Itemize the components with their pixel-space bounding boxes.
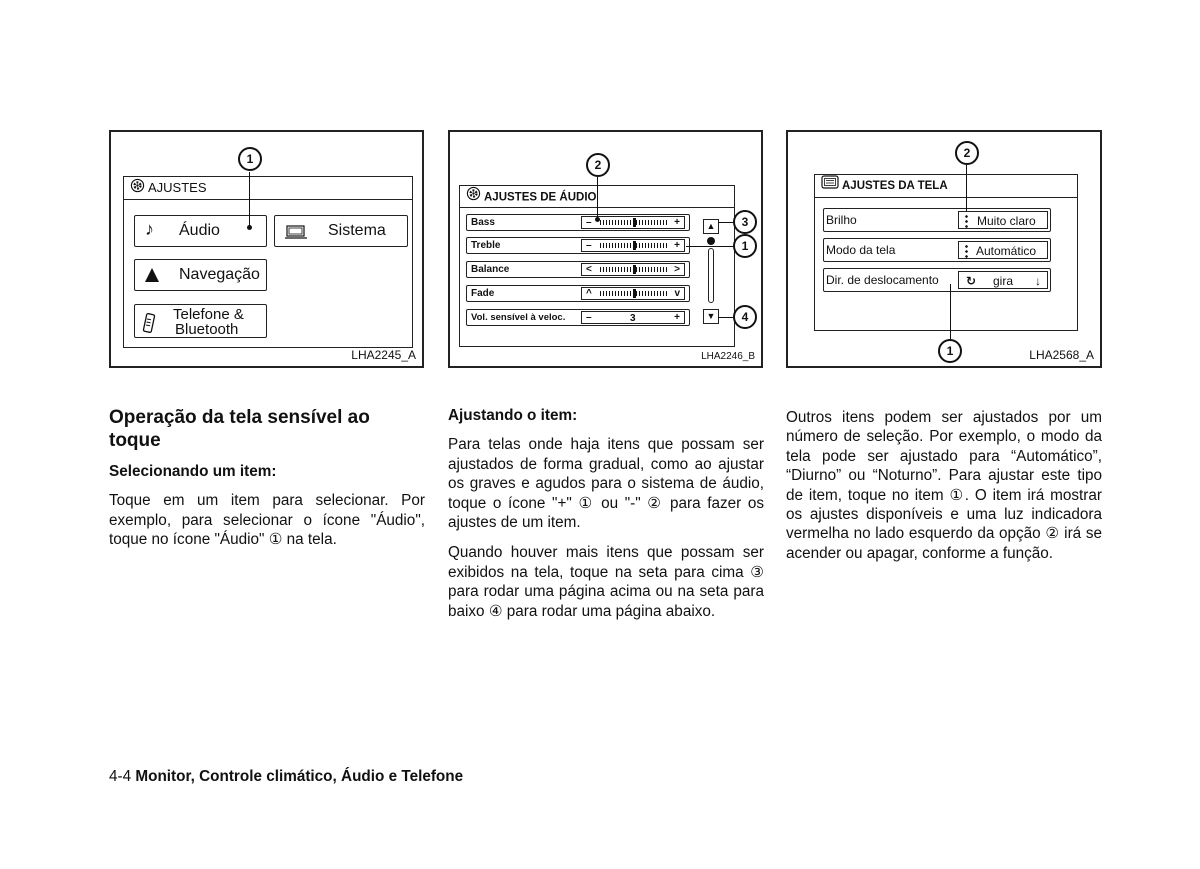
balance-slider[interactable] xyxy=(581,263,685,276)
figure-ajustes xyxy=(109,130,424,368)
telefone-bluetooth-button[interactable] xyxy=(134,304,267,338)
minus-icon[interactable]: – xyxy=(586,217,592,228)
dir-deslocamento-row[interactable] xyxy=(823,268,1051,292)
screen-title-text: AJUSTES DE ÁUDIO xyxy=(484,191,597,204)
dir-deslocamento-label: Dir. de deslocamento xyxy=(826,273,939,287)
fade-label: Fade xyxy=(471,288,495,299)
column-3 xyxy=(786,408,1102,574)
right-icon[interactable]: > xyxy=(674,264,680,275)
brilho-value-box[interactable] xyxy=(958,211,1048,229)
bass-row[interactable] xyxy=(466,214,690,231)
dir-deslocamento-value: gira xyxy=(993,274,1014,288)
vol-sensivel-row[interactable] xyxy=(466,309,690,326)
vol-sensivel-value: 3 xyxy=(630,313,636,324)
screen-title-text: AJUSTES DA TELA xyxy=(842,180,948,193)
vol-sensivel-stepper[interactable] xyxy=(581,311,685,324)
callout-dot xyxy=(247,225,252,230)
screen-title-text: AJUSTES xyxy=(148,180,207,195)
down-icon[interactable]: v xyxy=(674,288,680,299)
navegacao-button[interactable] xyxy=(134,259,267,291)
figure-code: LHA2246_B xyxy=(701,351,755,362)
subheading-ajustando: Ajustando o item: xyxy=(448,407,578,424)
callout-line xyxy=(966,165,967,211)
slider-knob[interactable] xyxy=(633,218,636,227)
brilho-value: Muito claro xyxy=(977,214,1036,228)
paragraph-selecionando: Toque em um item para selecionar. Por exemplo, para selecionar o ícone "Áudio", toque no ícone "Áudio" ① na tela. xyxy=(109,492,425,549)
sistema-label: Sistema xyxy=(328,222,386,239)
callout-2: 2 xyxy=(955,141,979,165)
paragraph-outros-itens: Outros itens podem ser ajustados por um número de seleção. Por exemplo, o modo da tela pode ser ajustado para “Automático”, “Diurno” ou “Noturno”. Para ajustar este tipo de item, toque no item ①. O item irá mostrar os ajustes disponíveis e uma luz indicadora vermelha no lado esquerdo da opção ② irá se acender ou apagar, conforme a função. xyxy=(786,409,1102,562)
figure-code: LHA2245_A xyxy=(351,348,416,362)
brilho-row[interactable] xyxy=(823,208,1051,232)
scroll-up-button[interactable]: ▲ xyxy=(703,219,719,234)
music-note-icon: ♪ xyxy=(145,219,154,239)
paragraph-ajustando-1: Para telas onde haja itens que possam ser ajustados de forma gradual, como ao ajustar os graves e agudos para o sistema de áudio, toque o ícone "+" ① ou "-" ② para fazer os ajustes de um item. xyxy=(448,436,764,532)
indicator-dots xyxy=(965,214,968,228)
page-number: 4-4 xyxy=(109,768,132,785)
telefone-label-line2: Bluetooth xyxy=(175,321,239,338)
callout-3: 3 xyxy=(733,210,757,234)
callout-1: 1 xyxy=(733,234,757,258)
slider-knob[interactable] xyxy=(633,265,636,274)
fade-row[interactable] xyxy=(466,285,690,302)
display-settings-icon xyxy=(821,175,839,197)
subheading-selecionando: Selecionando um item: xyxy=(109,463,277,480)
minus-icon[interactable]: – xyxy=(586,312,592,323)
navegacao-label: Navegação xyxy=(179,266,260,283)
callout-1: 1 xyxy=(938,339,962,363)
modo-tela-value-box[interactable] xyxy=(958,241,1048,259)
vol-sensivel-label: Vol. sensível à veloc. xyxy=(471,312,566,323)
audio-label: Áudio xyxy=(179,222,220,239)
callout-2: 2 xyxy=(586,153,610,177)
scrollbar-track[interactable] xyxy=(708,248,714,303)
dir-deslocamento-value-box[interactable] xyxy=(958,271,1048,289)
scroll-indicator xyxy=(707,237,715,245)
modo-tela-value: Automático xyxy=(976,244,1037,258)
column-1 xyxy=(109,400,425,561)
figure-ajustes-tela xyxy=(786,130,1102,368)
left-icon[interactable]: < xyxy=(586,264,592,275)
callout-line xyxy=(249,172,250,226)
treble-label: Treble xyxy=(471,240,501,251)
section-heading xyxy=(109,406,425,452)
chapter-title: Monitor, Controle climático, Áudio e Telefone xyxy=(135,768,464,785)
treble-slider[interactable] xyxy=(581,239,685,252)
minus-icon[interactable]: – xyxy=(586,240,592,251)
plus-icon[interactable]: + xyxy=(674,217,680,228)
gear-icon xyxy=(466,186,481,209)
callout-line xyxy=(718,222,734,223)
scroll-down-button[interactable]: ▼ xyxy=(703,309,719,324)
rotate-icon: ↻ xyxy=(966,274,977,288)
navigation-arrow-icon xyxy=(144,267,160,288)
gear-icon xyxy=(130,178,145,200)
callout-1: 1 xyxy=(238,147,262,171)
ajustes-screen xyxy=(123,176,413,348)
arrow-down-icon: ↓ xyxy=(1035,274,1041,288)
figure-code: LHA2568_A xyxy=(1029,348,1094,362)
phone-icon xyxy=(142,312,156,339)
plus-icon[interactable]: + xyxy=(674,240,680,251)
paragraph-ajustando-2: Quando houver mais itens que possam ser exibidos na tela, toque na seta para cima ③ para rodar uma página acima ou na seta para baixo ④ para rodar uma página abaixo. xyxy=(448,544,764,620)
callout-line xyxy=(686,246,734,247)
callout-line xyxy=(597,177,598,219)
slider-knob[interactable] xyxy=(633,241,636,250)
modo-tela-label: Modo da tela xyxy=(826,243,896,257)
modo-tela-row[interactable] xyxy=(823,238,1051,262)
bass-label: Bass xyxy=(471,217,495,228)
fade-slider[interactable] xyxy=(581,287,685,300)
page-footer xyxy=(109,768,463,786)
callout-dot xyxy=(595,217,600,222)
section-heading-line2: toque xyxy=(109,430,161,451)
callout-line xyxy=(950,284,951,340)
figure-ajustes-audio xyxy=(448,130,763,368)
audio-button[interactable] xyxy=(134,215,267,247)
balance-label: Balance xyxy=(471,264,510,275)
monitor-icon xyxy=(285,225,307,244)
tela-screen xyxy=(814,174,1078,331)
section-heading-line1: Operação da tela sensível ao xyxy=(109,407,370,428)
plus-icon[interactable]: + xyxy=(674,312,680,323)
callout-4: 4 xyxy=(733,305,757,329)
slider-knob[interactable] xyxy=(633,289,636,298)
screen-title xyxy=(124,177,412,200)
column-2 xyxy=(448,402,764,632)
sistema-button[interactable] xyxy=(274,215,408,247)
balance-row[interactable] xyxy=(466,261,690,278)
telefone-label-line1: Telefone & xyxy=(173,306,244,323)
indicator-dots xyxy=(965,244,968,258)
brilho-label: Brilho xyxy=(826,213,857,227)
treble-row[interactable] xyxy=(466,237,690,254)
callout-line xyxy=(718,317,734,318)
screen-title xyxy=(815,175,1077,198)
up-icon[interactable]: ^ xyxy=(586,288,592,299)
